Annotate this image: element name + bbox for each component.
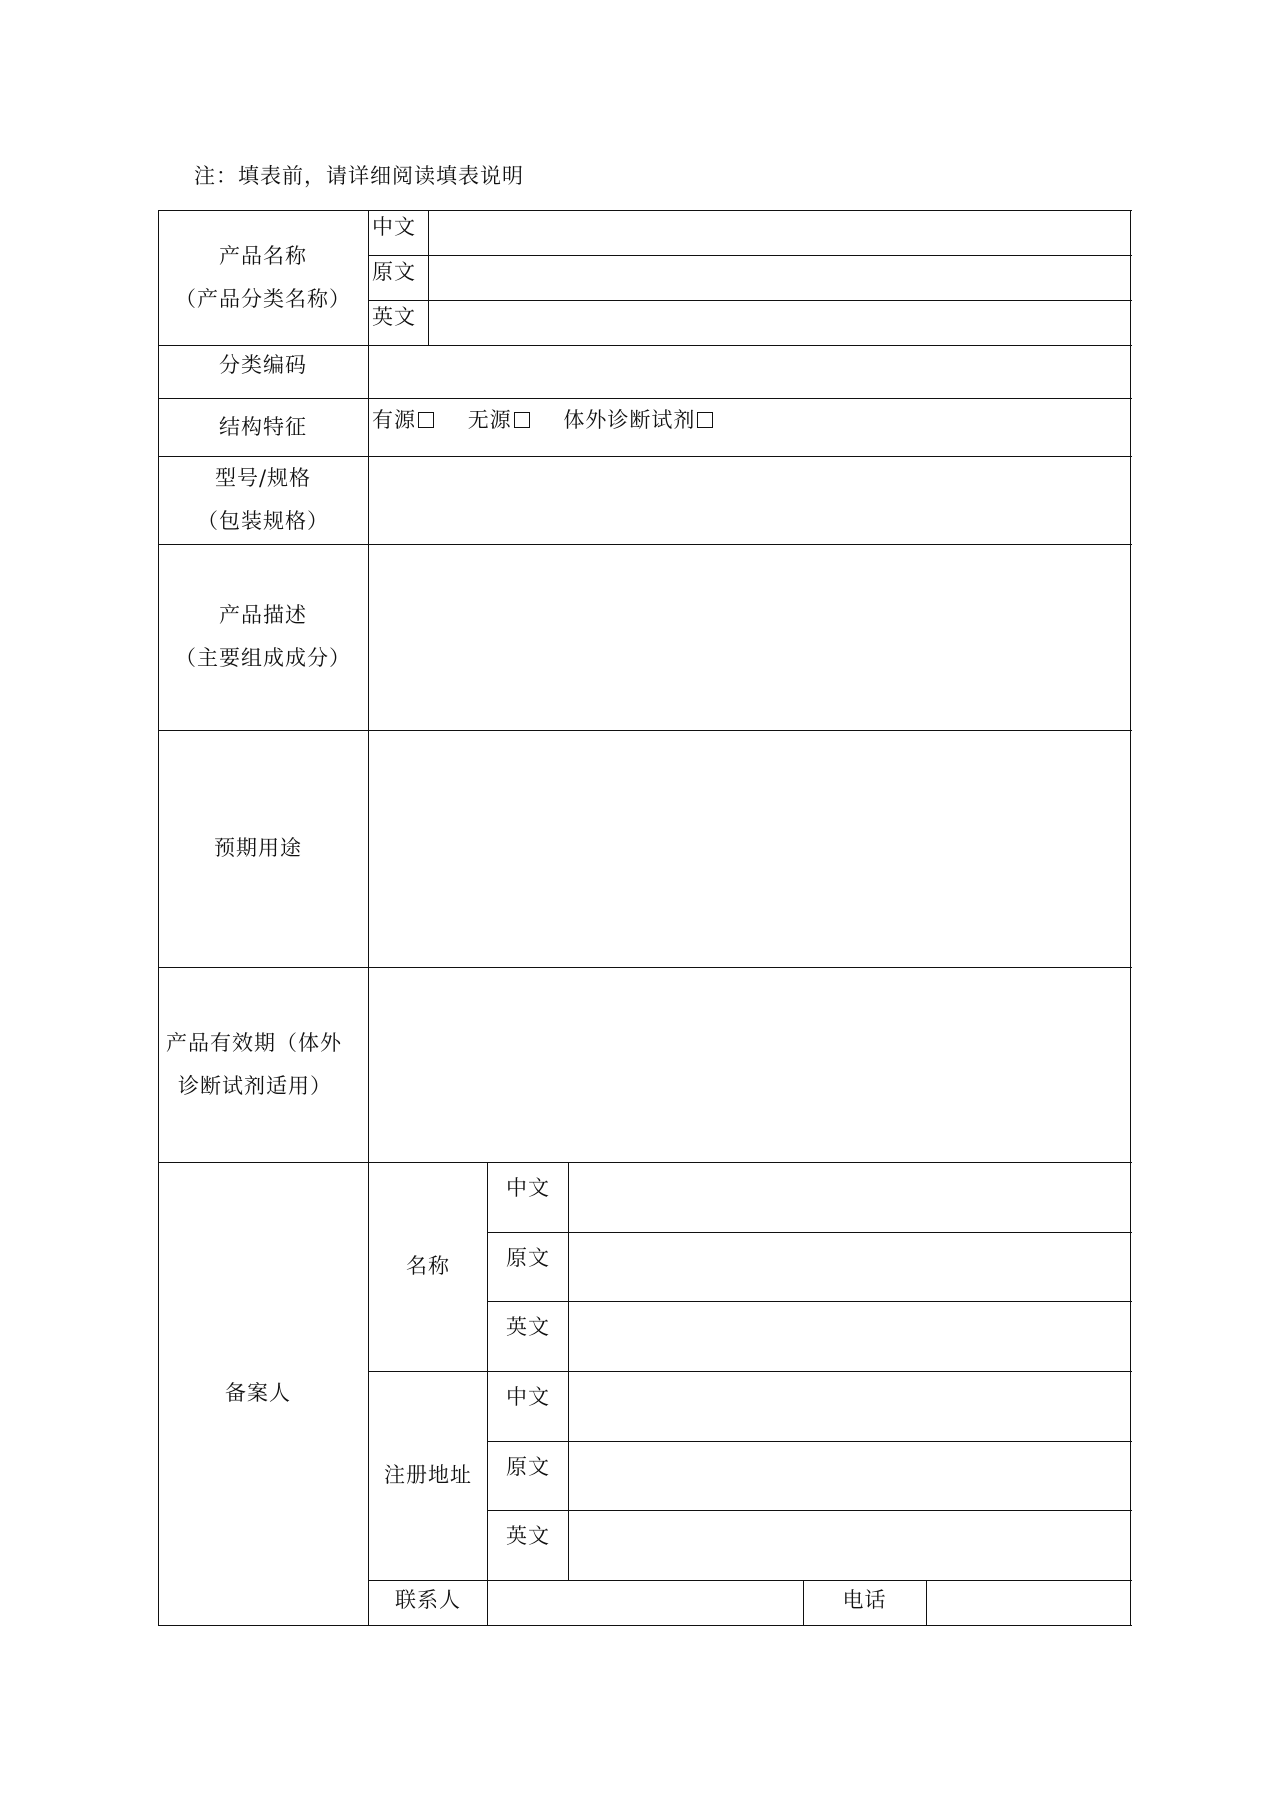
- filer-name-chinese-field[interactable]: [568, 1162, 1130, 1232]
- registration-form-table: [158, 210, 1132, 1626]
- product-name-english-field[interactable]: [428, 300, 1130, 345]
- intended-use-label: 预期用途: [214, 836, 302, 860]
- ivd-option[interactable]: 体外诊断试剂: [563, 404, 713, 434]
- product-name-chinese-field[interactable]: [428, 210, 1130, 255]
- validity-label: 产品有效期（体外 诊断试剂适用）: [166, 1030, 342, 1098]
- product-name-original-label: 原文: [372, 260, 416, 284]
- filer-address-original-label: 原文: [506, 1455, 550, 1479]
- filer-name-label: 名称: [406, 1254, 450, 1278]
- classification-code-field[interactable]: [368, 345, 1130, 398]
- product-name-chinese-label: 中文: [372, 215, 416, 239]
- phone-label: 电话: [842, 1588, 887, 1612]
- product-name-original-field[interactable]: [428, 255, 1130, 300]
- filer-address-english-label: 英文: [506, 1524, 550, 1548]
- filer-name-chinese-label: 中文: [506, 1176, 550, 1200]
- filer-address-chinese-label: 中文: [506, 1385, 550, 1409]
- form-note: 注：填表前，请详细阅读填表说明: [194, 164, 524, 188]
- filer-address-chinese-field[interactable]: [568, 1371, 1130, 1441]
- filer-name-original-label: 原文: [506, 1246, 550, 1270]
- product-name-label: 产品名称 （产品分类名称）: [175, 243, 351, 311]
- model-spec-label: 型号/规格 （包装规格）: [197, 466, 329, 533]
- passive-checkbox[interactable]: [514, 412, 530, 428]
- product-description-field[interactable]: [368, 544, 1130, 730]
- classification-code-label: 分类编码: [219, 353, 307, 377]
- active-checkbox[interactable]: [418, 412, 434, 428]
- contact-person-label: 联系人: [395, 1588, 461, 1612]
- contact-person-field[interactable]: [488, 1580, 803, 1625]
- filer-name-english-label: 英文: [506, 1315, 550, 1339]
- filer-label: 备案人: [225, 1381, 291, 1405]
- filer-address-label: 注册地址: [384, 1463, 472, 1487]
- phone-field[interactable]: [926, 1580, 1130, 1625]
- filer-address-original-field[interactable]: [568, 1441, 1130, 1510]
- ivd-checkbox[interactable]: [697, 412, 713, 428]
- product-description-label: 产品描述 （主要组成成分）: [175, 603, 351, 670]
- intended-use-field[interactable]: [368, 730, 1130, 967]
- model-spec-field[interactable]: [368, 456, 1130, 544]
- validity-field[interactable]: [368, 967, 1130, 1162]
- structure-options: [368, 398, 1130, 456]
- filer-name-english-field[interactable]: [568, 1301, 1130, 1371]
- filer-name-original-field[interactable]: [568, 1232, 1130, 1301]
- product-name-english-label: 英文: [372, 305, 416, 329]
- active-option[interactable]: 有源: [372, 404, 434, 434]
- structure-label: 结构特征: [219, 414, 307, 439]
- filer-address-english-field[interactable]: [568, 1510, 1130, 1580]
- passive-option[interactable]: 无源: [468, 404, 530, 434]
